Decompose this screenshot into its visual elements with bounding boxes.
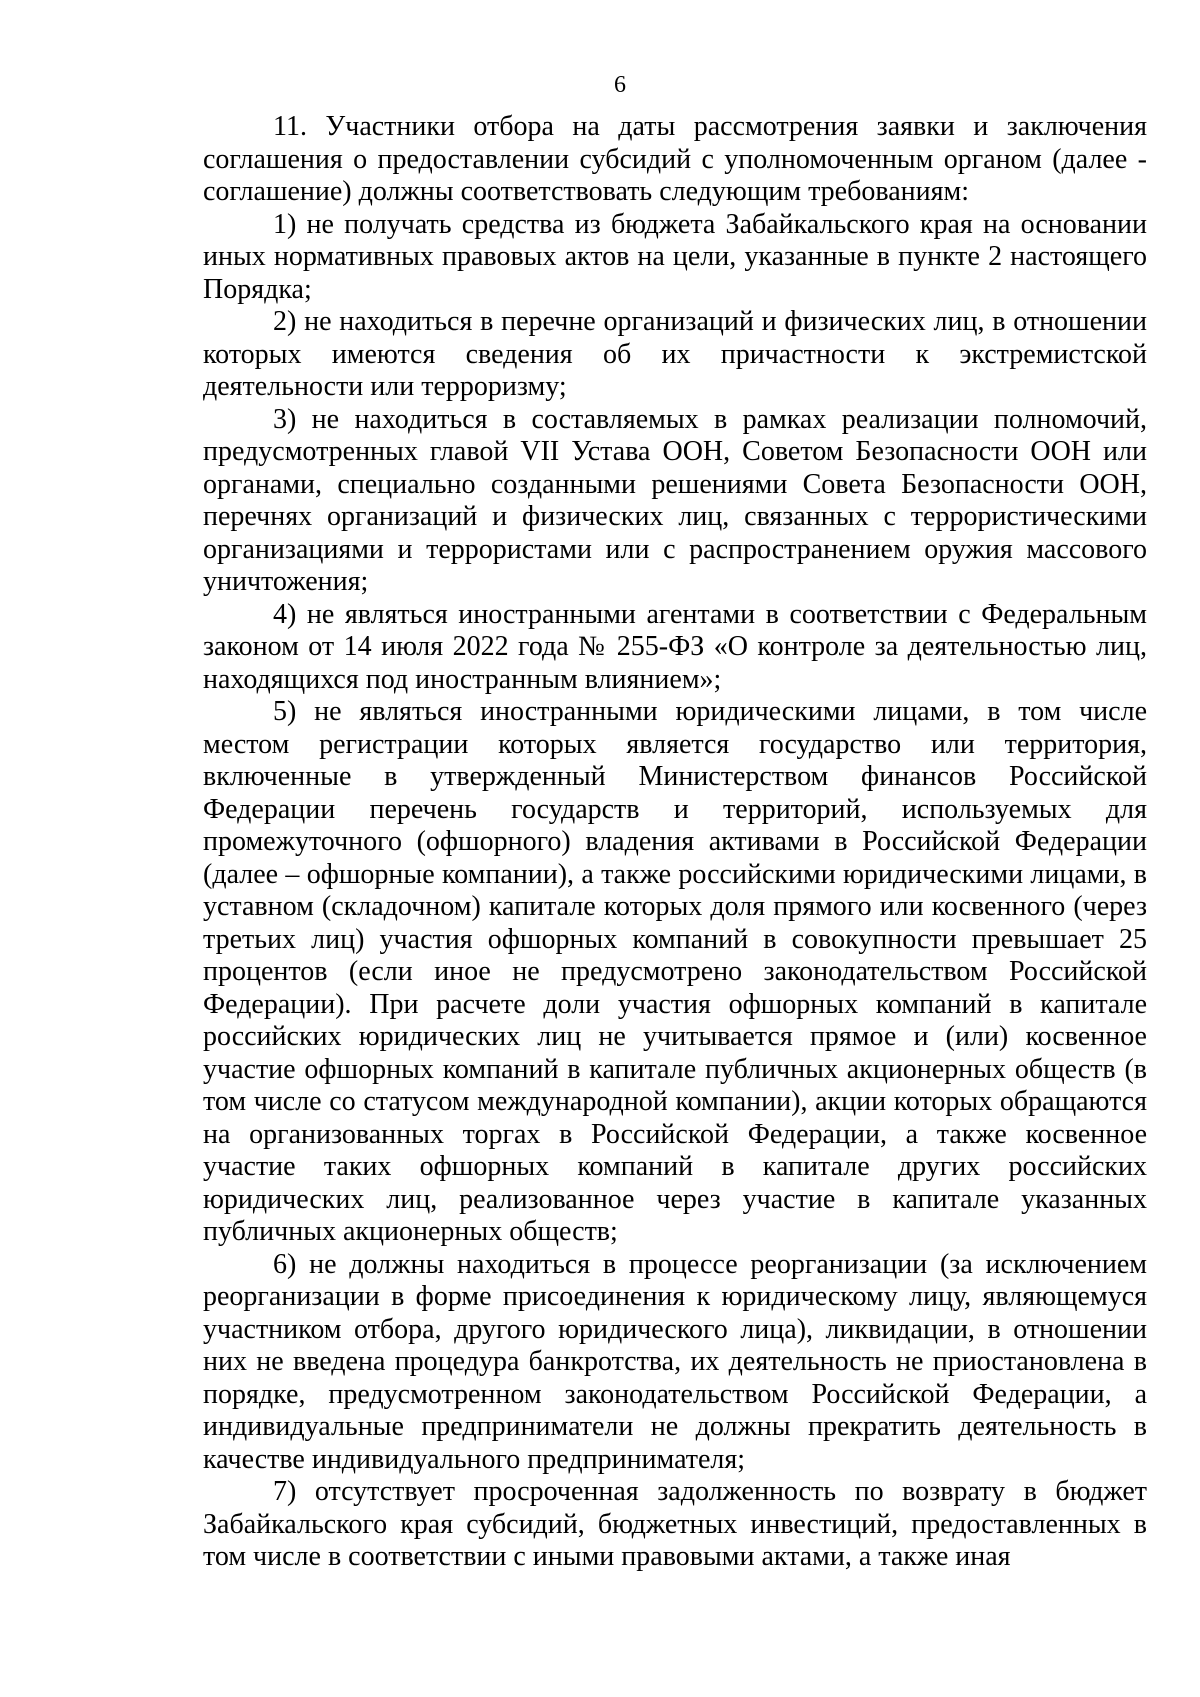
paragraph-item-3: 3) не находиться в составляемых в рамках реализации полномочий, предусмотренных главой VII Устава ООН, Советом Безопасности ООН или органами, специально созданными решениями Совета Безопасности ООН, перечнях организаций и физических лиц, связанных с террористическими организациями и террористами или с распространением оружия массового уничтожения; bbox=[203, 403, 1147, 597]
paragraph-item-2: 2) не находиться в перечне организаций и физических лиц, в отношении которых имеются сведения об их причастности к экстремистской деятельности или терроризму; bbox=[203, 306, 1147, 402]
paragraph-item-7: 7) отсутствует просроченная задолженность по возврату в бюджет Забайкальского края субсидий, бюджетных инвестиций, предоставленных в том числе в соответствии с иными правовыми актами, а также иная bbox=[203, 1476, 1147, 1572]
paragraph-item-5: 5) не являться иностранными юридическими лицами, в том числе местом регистрации которых является государство или территория, включенные в утвержденный Министерством финансов Российской Федерации перечень государств и территорий, используемых для промежуточного (офшорного) владения активами в Российской Федерации (далее – офшорные компании), а также российскими юридическими лицами, в уставном (складочном) капитале которых доля прямого или косвенного (через третьих лиц) участия офшорных компаний в совокупности превышает 25 процентов (если иное не предусмотрено законодательством Российской Федерации). При расчете доли участия офшорных компаний в капитале российских юридических лиц не учитывается прямое и (или) косвенное участие офшорных компаний в капитале публичных акционерных обществ (в том числе со статусом международной компании), акции которых обращаются на организованных торгах в Российской Федерации, а также косвенное участие таких офшорных компаний в капитале других российских юридических лиц, реализованное через участие в капитале указанных публичных акционерных обществ; bbox=[203, 696, 1147, 1247]
page-number: 6 bbox=[614, 72, 626, 98]
document-body bbox=[203, 111, 1147, 1574]
paragraph-11-intro: 11. Участники отбора на даты рассмотрения заявки и заключения соглашения о предоставлении субсидий с уполномоченным органом (далее - соглашение) должны соответствовать следующим требованиям: bbox=[203, 111, 1147, 207]
paragraph-item-6: 6) не должны находиться в процессе реорганизации (за исключением реорганизации в форме присоединения к юридическому лицу, являющемуся участником отбора, другого юридического лица), ликвидации, в отношении них не введена процедура банкротства, их деятельность не приостановлена в порядке, предусмотренном законодательством Российской Федерации, а индивидуальные предприниматели не должны прекратить деятельность в качестве индивидуального предпринимателя; bbox=[203, 1248, 1147, 1475]
paragraph-item-4: 4) не являться иностранными агентами в соответствии с Федеральным законом от 14 июля 2022 года № 255-ФЗ «О контроле за деятельностью лиц, находящихся под иностранным влиянием»; bbox=[203, 598, 1147, 695]
paragraph-item-1: 1) не получать средства из бюджета Забайкальского края на основании иных нормативных правовых актов на цели, указанные в пункте 2 настоящего Порядка; bbox=[203, 208, 1147, 305]
